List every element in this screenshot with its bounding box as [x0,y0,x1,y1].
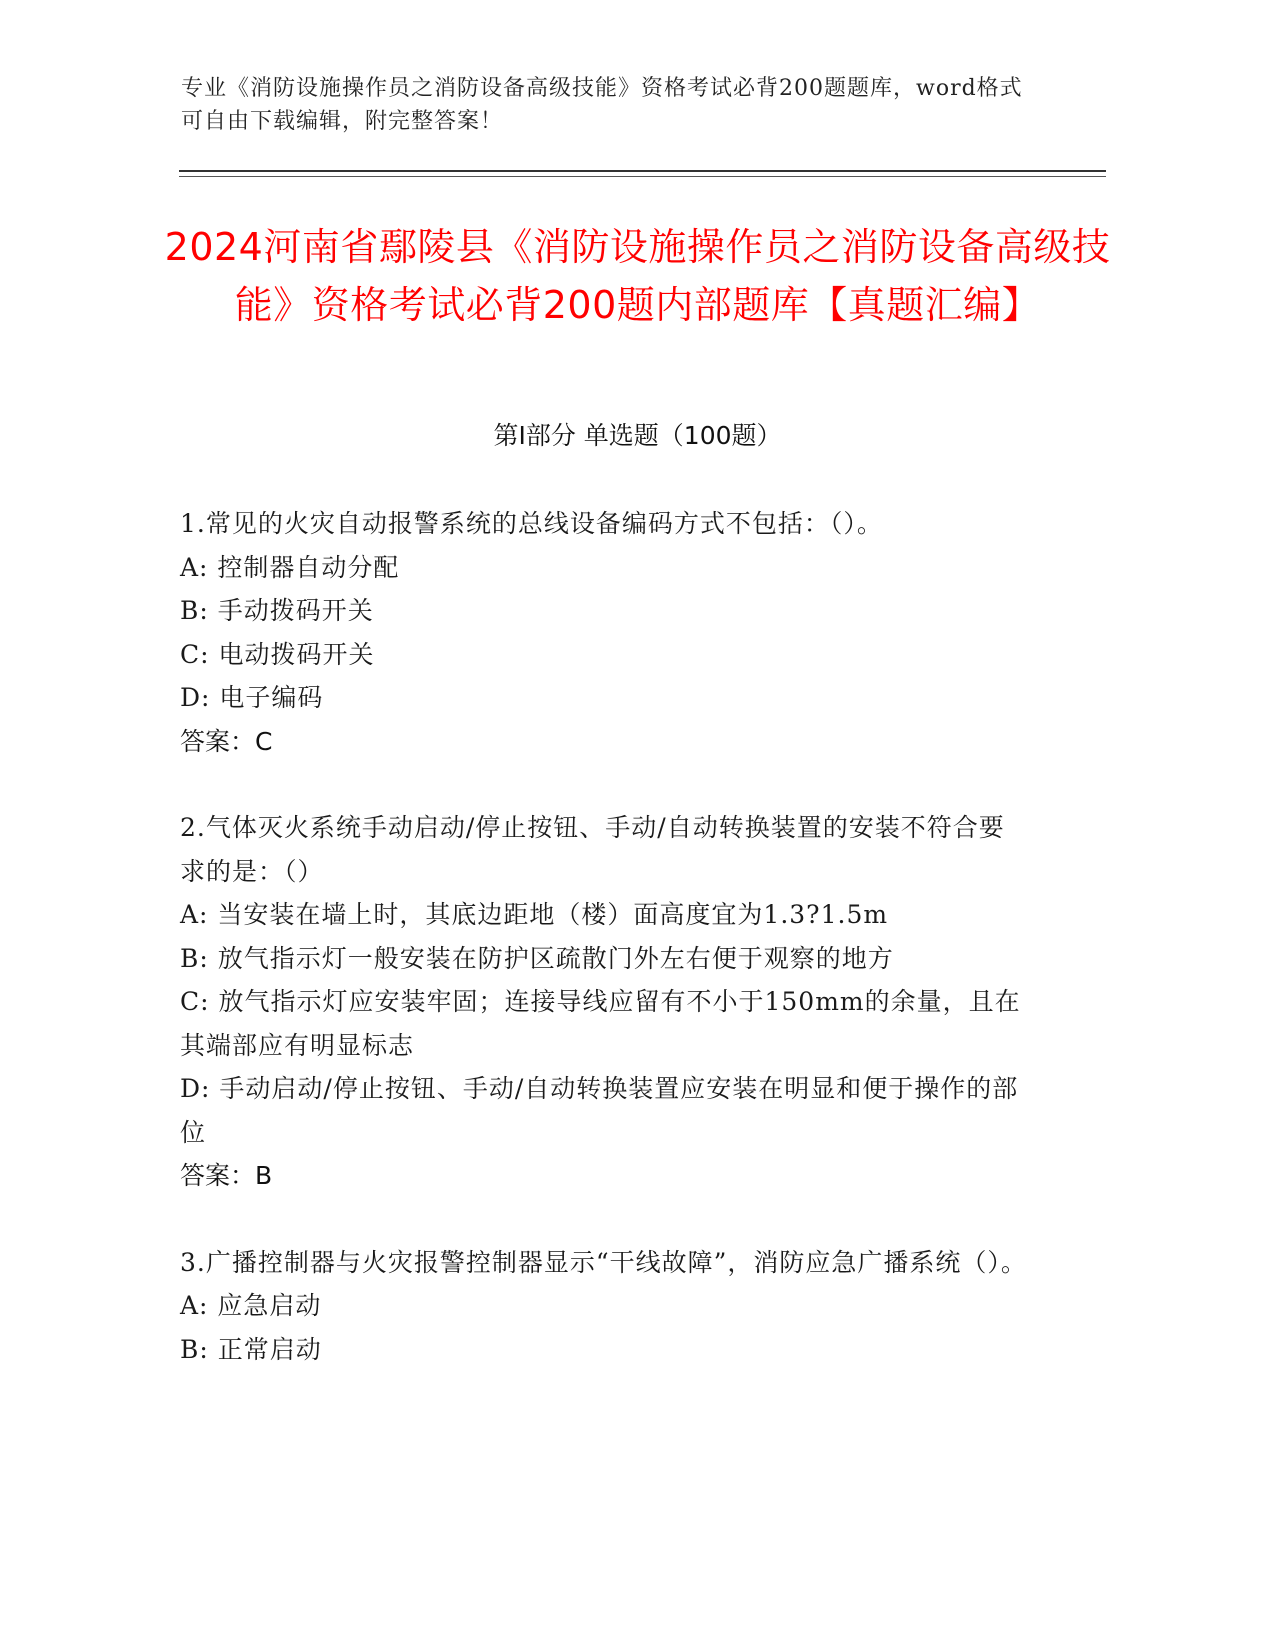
question-3 [180,1241,1030,1372]
option-b: B: 手动拨码开关 [180,596,374,625]
answer: 答案：B [180,1161,273,1190]
option-a: A: 应急启动 [180,1291,322,1320]
option-a: A: 控制器自动分配 [180,552,400,582]
option-c: C: 电动拨码开关 [180,639,375,669]
option-c: C: 放气指示灯应安装牢固；连接导线应留有不小于150mm的余量，且在其端部应有明显标志 [180,987,1021,1060]
option-d: D: 电子编码 [180,683,324,712]
question-stem: 1.常见的火灾自动报警系统的总线设备编码方式不包括：（）。 [180,509,883,538]
header-note: 专业《消防设施操作员之消防设备高级技能》资格考试必背200题题库，word格式可自由下载编辑，附完整答案！ [181,76,1023,134]
question-stem: 3.广播控制器与火灾报警控制器显示“干线故障”，消防应急广播系统（）。 [180,1247,1027,1277]
answer: 答案：C [180,726,273,756]
section-heading: 第I部分 单选题（100题） [493,421,782,450]
question-list [180,502,1030,1414]
question-stem: 2.气体灭火系统手动启动/停止按钮、手动/自动转换装置的安装不符合要求的是：（） [180,813,1005,886]
header-divider-thick [179,170,1106,172]
header-divider-thin [179,176,1106,177]
option-d: D: 手动启动/停止按钮、手动/自动转换装置应安装在明显和便于操作的部位 [180,1074,1019,1147]
option-b: B: 正常启动 [180,1334,322,1364]
option-a: A: 当安装在墙上时，其底边距地（楼）面高度宜为1.3?1.5m [180,900,889,929]
question-1 [180,502,1030,763]
question-2 [180,806,1030,1198]
option-b: B: 放气指示灯一般安装在防护区疏散门外左右便于观察的地方 [180,943,894,973]
document-title: 2024河南省鄢陵县《消防设施操作员之消防设备高级技能》资格考试必背200题内部题库【真题汇编】 [164,225,1111,327]
